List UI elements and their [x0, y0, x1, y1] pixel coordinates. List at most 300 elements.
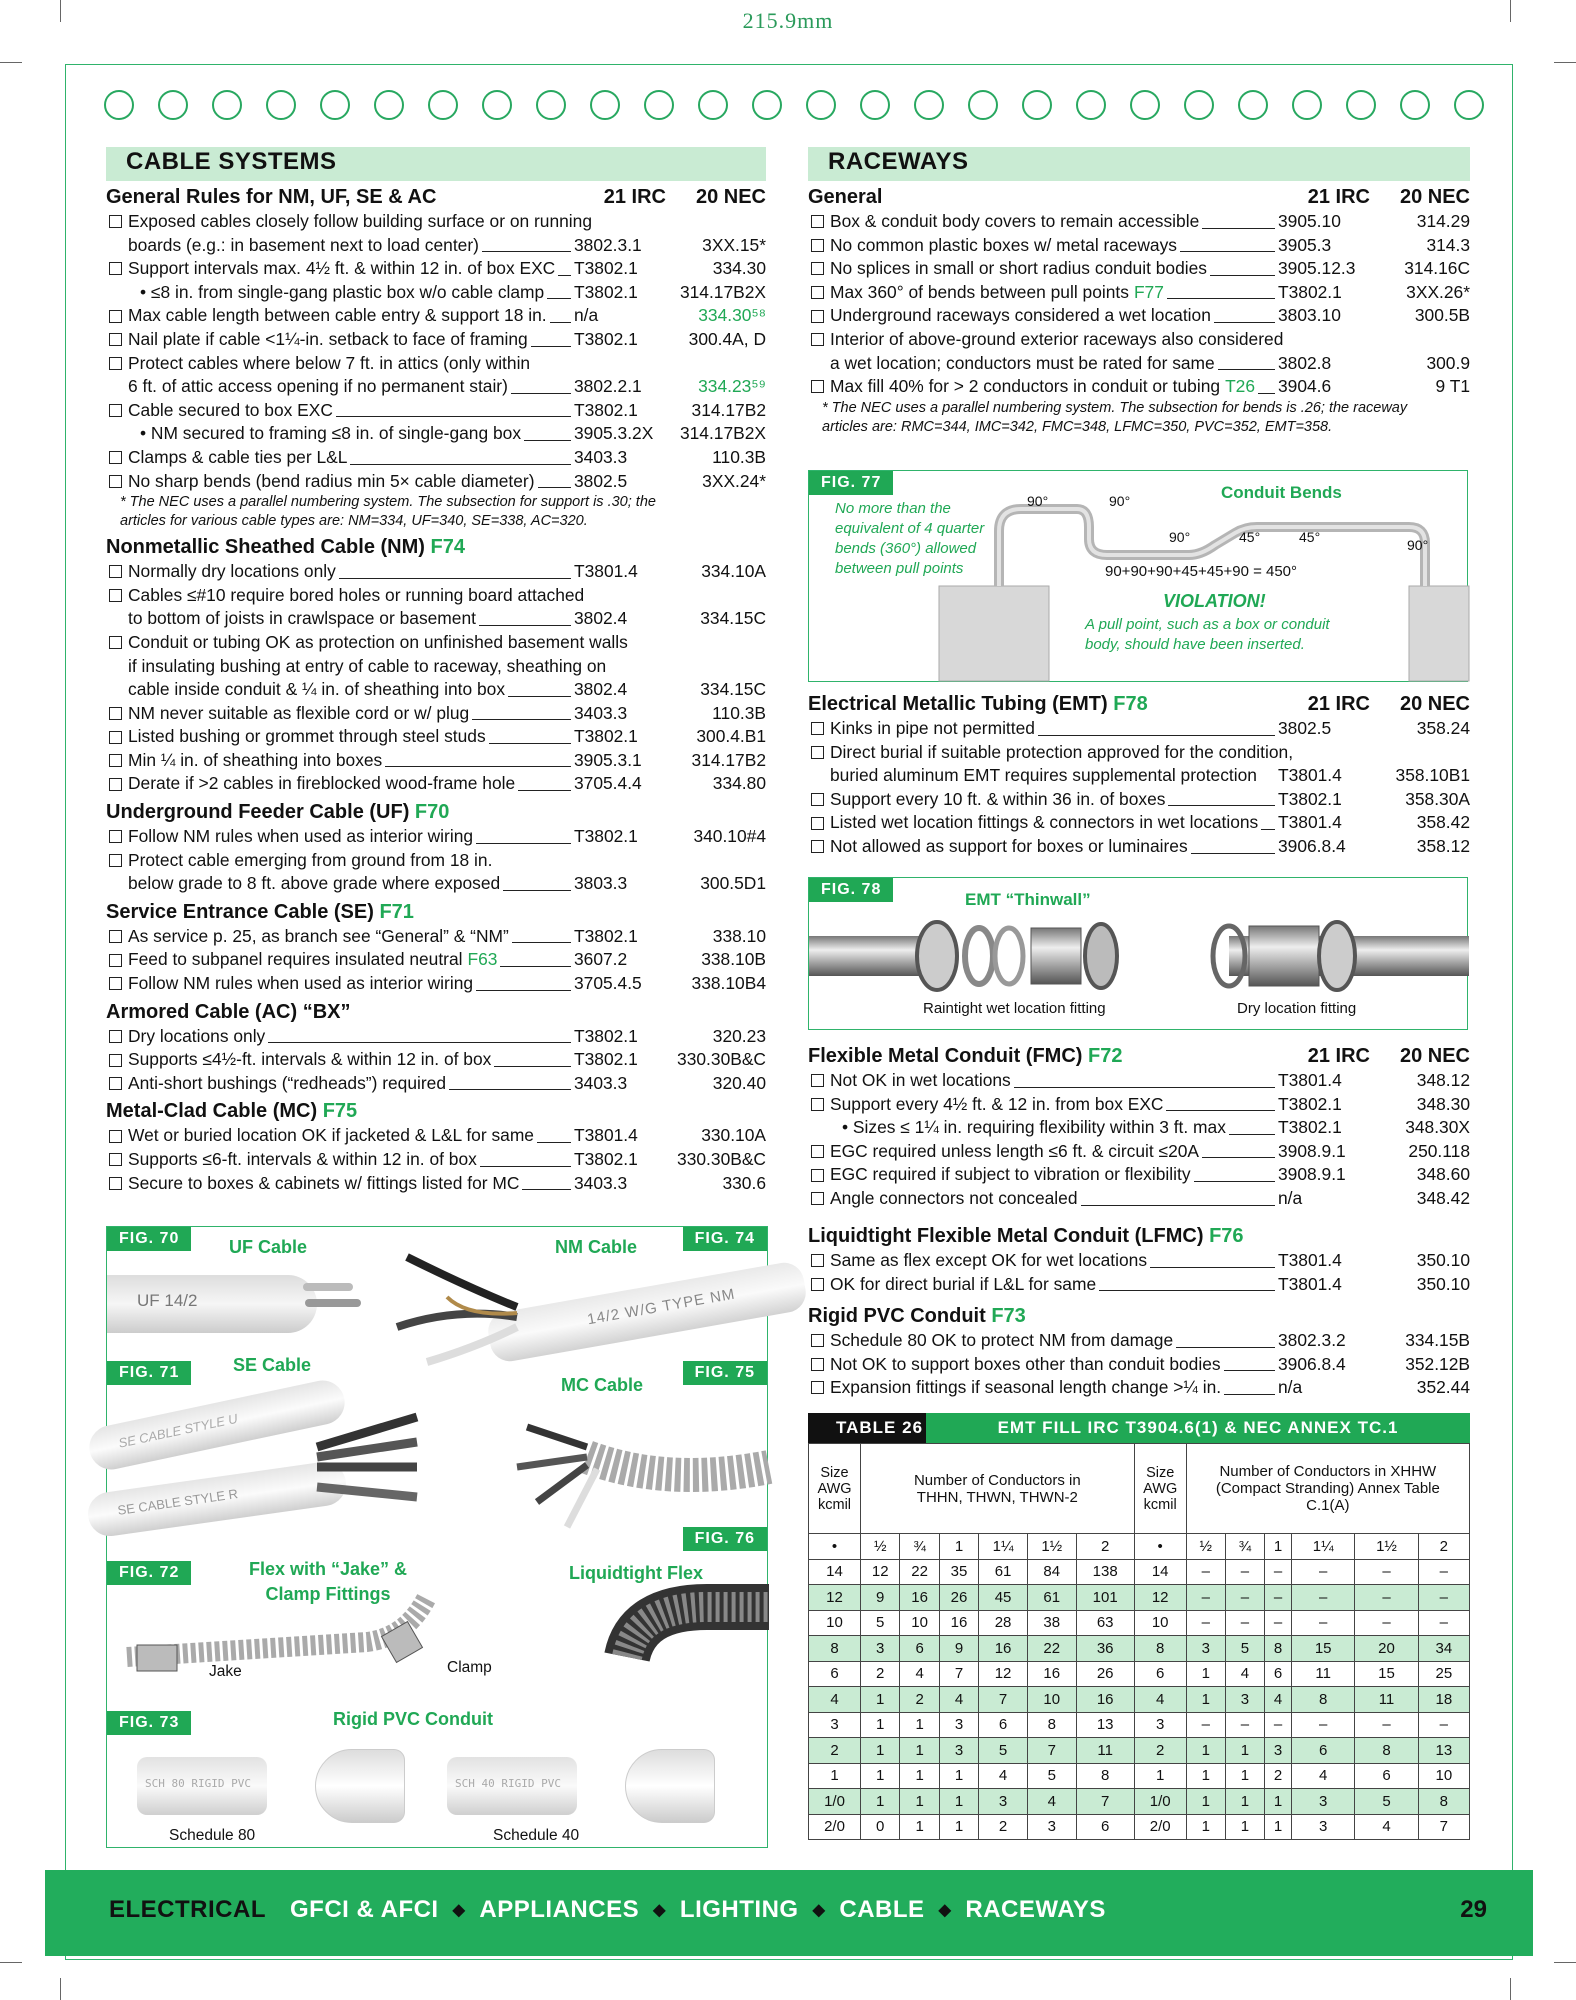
- binder-hole: [212, 90, 242, 120]
- subsection-title-text: Underground Feeder Cable (UF): [106, 801, 410, 824]
- uf-cable-image: [107, 1275, 317, 1333]
- table-cell: 8: [1134, 1636, 1186, 1662]
- rule-text: Min ¼ in. of sheathing into boxes: [128, 749, 383, 770]
- rule-text: Listed wet location fittings & connectors in wet locations: [830, 812, 1259, 833]
- binder-hole: [1292, 90, 1322, 120]
- table-cell: 1: [939, 1789, 978, 1815]
- checklist-row: [808, 1249, 1470, 1273]
- checkbox[interactable]: [106, 257, 128, 281]
- checklist-row: [106, 925, 766, 949]
- subsection-title: [106, 535, 766, 560]
- rule-text: Cable secured to box EXC: [128, 399, 333, 420]
- indent: [808, 1116, 830, 1140]
- table-row: [809, 1712, 1470, 1738]
- nec-ref: 330.30B&C: [677, 1049, 766, 1070]
- table-cell: 15: [1355, 1661, 1418, 1687]
- rule-text-cell: [128, 1048, 574, 1072]
- nec-column-header: 20 NEC: [1399, 186, 1470, 208]
- nec-ref: 348.12: [1416, 1070, 1470, 1090]
- fig77-title: Conduit Bends: [1221, 483, 1342, 502]
- nec-ref: 334.23⁵⁹: [698, 376, 766, 397]
- table-cell: 5: [1027, 1763, 1076, 1789]
- table-cell: 4: [809, 1687, 861, 1713]
- binder-hole: [374, 90, 404, 120]
- footnote: * The NEC uses a parallel numbering system. The subsection for support is .30; the: [120, 494, 656, 511]
- leader-line: [268, 1025, 571, 1044]
- rule-text-cell: [830, 328, 1283, 352]
- irc-ref: T3802.1: [574, 726, 638, 747]
- indent: [106, 872, 128, 896]
- irc-ref: 3905.3.1: [574, 749, 642, 770]
- table-cell: 14: [1134, 1559, 1186, 1585]
- rule-text: Normally dry locations only: [128, 561, 336, 582]
- rule-text-cell: [830, 1187, 1278, 1211]
- raceways-general: [808, 185, 1470, 437]
- irc-ref: 3803.3: [574, 873, 628, 894]
- table-cell: 1: [1225, 1789, 1264, 1815]
- rule-text: Anti-short bushings (“redheads”) required: [128, 1072, 447, 1093]
- checklist-row: [106, 584, 766, 608]
- page-number: 29: [1460, 1896, 1487, 1923]
- checklist-row: [106, 304, 766, 328]
- checkbox[interactable]: [808, 210, 830, 234]
- irc-ref: 3403.3: [574, 446, 628, 467]
- rule-text: No common plastic boxes w/ metal raceways: [830, 234, 1177, 255]
- checkbox[interactable]: [808, 1093, 830, 1117]
- table-cell: –: [1418, 1610, 1469, 1636]
- rule-text-cell: [128, 772, 574, 796]
- binder-hole: [104, 90, 134, 120]
- checkbox[interactable]: [106, 1048, 128, 1072]
- checkbox[interactable]: [808, 281, 830, 305]
- binder-hole: [914, 90, 944, 120]
- nec-ref: 330.30B&C: [677, 1149, 766, 1169]
- table-cell: 1: [861, 1687, 900, 1713]
- checklist-row: [808, 1093, 1470, 1117]
- table-cell: 3: [1225, 1687, 1264, 1713]
- checklist-row: [106, 725, 766, 749]
- checkbox[interactable]: [808, 1163, 830, 1187]
- size-header: Size AWG kcmil: [809, 1444, 861, 1534]
- leader-line: [511, 375, 571, 394]
- subsection-title: [808, 185, 1260, 210]
- table-cell: 1/0: [1134, 1789, 1186, 1815]
- checklist-row: [808, 741, 1470, 765]
- leader-line: [1167, 281, 1275, 300]
- table-cell: –: [1292, 1559, 1355, 1585]
- checkbox[interactable]: [106, 1172, 128, 1196]
- checkbox[interactable]: [808, 788, 830, 812]
- subsection-title: [106, 1000, 766, 1025]
- table-cell: 1: [861, 1789, 900, 1815]
- rule-text: Not OK to support boxes other than conduit bodies: [830, 1353, 1221, 1374]
- checklist-row: [808, 788, 1470, 812]
- rule-text-cell: [128, 234, 574, 258]
- checklist-row: [106, 352, 766, 376]
- nec-ref: 314.16C: [1404, 258, 1470, 279]
- irc-ref: 3906.8.4: [1278, 835, 1346, 856]
- binder-hole: [752, 90, 782, 120]
- table-label: TABLE 26: [808, 1413, 926, 1443]
- indent: [106, 422, 128, 446]
- checkbox[interactable]: [808, 1273, 830, 1297]
- subsection-title-text: General Rules for NM, UF, SE & AC: [106, 186, 437, 208]
- checkbox[interactable]: [808, 1329, 830, 1353]
- checkbox[interactable]: [106, 352, 128, 376]
- table-cell: 20: [1355, 1636, 1418, 1662]
- table-cell: 2: [861, 1661, 900, 1687]
- table-cell: –: [1225, 1610, 1264, 1636]
- checkbox[interactable]: [106, 702, 128, 726]
- table-cell: 84: [1027, 1559, 1076, 1585]
- emt-fill-table: [808, 1443, 1470, 1840]
- checkbox[interactable]: [808, 1376, 830, 1400]
- rule-text-cell: [128, 257, 574, 281]
- trade-size-cell: 2: [1418, 1534, 1469, 1560]
- footer-nav-item[interactable]: LIGHTING: [679, 1896, 799, 1923]
- checklist-row: [106, 375, 766, 399]
- table-cell: 8: [1355, 1738, 1418, 1764]
- table-cell: 18: [1418, 1687, 1469, 1713]
- indent: [106, 655, 128, 679]
- table-cell: 6: [1134, 1661, 1186, 1687]
- table-cell: 36: [1076, 1636, 1134, 1662]
- trim-mark: [0, 62, 22, 63]
- table-cell: 11: [1076, 1738, 1134, 1764]
- table-cell: 16: [979, 1636, 1028, 1662]
- rule-text-cell: [128, 849, 574, 873]
- rule-text: Support every 10 ft. & within 36 in. of boxes: [830, 788, 1166, 809]
- irc-ref: [574, 352, 660, 376]
- angle-label: 90°: [1407, 537, 1429, 553]
- rule-text: a wet location; conductors must be rated for same: [830, 352, 1215, 373]
- table-cell: 1: [900, 1712, 939, 1738]
- checkbox[interactable]: [808, 1187, 830, 1211]
- rule-text-cell: [830, 1069, 1278, 1093]
- irc-ref: [592, 210, 678, 234]
- checkbox[interactable]: [106, 328, 128, 352]
- rule-text-cell: [830, 717, 1278, 741]
- leader-line: [522, 1172, 571, 1191]
- binder-hole: [158, 90, 188, 120]
- footer-nav-item[interactable]: CABLE: [839, 1896, 925, 1923]
- subsection-title: [808, 1304, 1470, 1329]
- checklist-row: [106, 872, 766, 896]
- nec-column-header: 20 NEC: [1399, 1045, 1470, 1067]
- irc-ref: [584, 584, 670, 608]
- checklist-row: [808, 835, 1470, 859]
- angle-label: 45°: [1239, 529, 1261, 545]
- leader-line: [1202, 210, 1275, 229]
- rule-text: EGC required unless length ≤6 ft. & circuit ≤20A: [830, 1140, 1200, 1161]
- irc-ref: 3802.3.2: [1278, 1330, 1346, 1350]
- checkbox[interactable]: [106, 972, 128, 996]
- table-cell: 12: [809, 1585, 861, 1611]
- irc-ref: 3908.9.1: [1278, 1164, 1346, 1185]
- checkbox[interactable]: [808, 1140, 830, 1164]
- checkbox[interactable]: [106, 749, 128, 773]
- irc-ref: T3802.1: [1278, 281, 1342, 302]
- checklist-row: [808, 352, 1470, 376]
- rule-text-cell: [128, 1172, 574, 1196]
- rule-text: EGC required if subject to vibration or flexibility: [830, 1164, 1191, 1185]
- leader-line: [547, 281, 571, 300]
- irc-ref: [628, 631, 714, 655]
- leader-line: [494, 1048, 571, 1067]
- table-cell: –: [1418, 1712, 1469, 1738]
- cable-subsection: [106, 900, 766, 996]
- rule-text-cell: [830, 764, 1278, 788]
- subsection-heading: [808, 185, 1470, 210]
- rule-text-cell: [830, 234, 1278, 258]
- fmc-section: [808, 1044, 1470, 1211]
- table-cell: 8: [1264, 1636, 1291, 1662]
- binder-holes: [104, 90, 1484, 120]
- irc-ref: T3802.1: [574, 258, 638, 279]
- irc-ref: [1283, 328, 1369, 352]
- checklist-row: [106, 631, 766, 655]
- leader-line: [480, 1148, 571, 1167]
- cable-subsection: [106, 1000, 766, 1096]
- checkbox[interactable]: [106, 1124, 128, 1148]
- cable-subsection: [106, 800, 766, 896]
- checkbox[interactable]: [808, 811, 830, 835]
- trim-mark: [1554, 62, 1576, 63]
- nec-ref: 110.3B: [712, 702, 766, 723]
- nec-ref: 3XX.26*: [1406, 281, 1470, 302]
- checklist-row: [106, 1048, 766, 1072]
- checkbox[interactable]: [106, 1072, 128, 1096]
- rule-text-cell: [128, 470, 574, 494]
- checkbox[interactable]: [106, 631, 128, 655]
- rule-text: buried aluminum EMT requires supplemental protection: [830, 765, 1257, 786]
- rule-text: Listed bushing or grommet through steel studs: [128, 726, 486, 747]
- table-cell: –: [1418, 1559, 1469, 1585]
- fig-label: FIG. 75: [683, 1361, 767, 1385]
- table-cell: 0: [861, 1814, 900, 1840]
- nec-ref: 352.44: [1416, 1377, 1470, 1398]
- rule-text-cell: [830, 1116, 1278, 1140]
- checkbox[interactable]: [106, 470, 128, 494]
- irc-ref: 3802.5: [574, 470, 628, 491]
- footer-nav-item[interactable]: GFCI & AFCI: [290, 1896, 439, 1923]
- table-cell: 13: [1076, 1712, 1134, 1738]
- rule-text: Underground raceways considered a wet location: [830, 305, 1211, 326]
- subsection-title: [808, 692, 1260, 717]
- binder-hole: [1130, 90, 1160, 120]
- thhn-header: Number of Conductors in THHN, THWN, THWN-2: [861, 1444, 1135, 1534]
- rule-text: Protect cables where below 7 ft. in attics (only within: [128, 352, 531, 373]
- indent: [808, 764, 830, 788]
- checklist-row: [106, 972, 766, 996]
- table-cell: –: [1264, 1610, 1291, 1636]
- checklist-row: [106, 607, 766, 631]
- rule-text-cell: [128, 352, 574, 376]
- fig77-note: No more than the equivalent of 4 quarter bends (360°) allowed between pull points: [835, 500, 985, 577]
- checkbox[interactable]: [808, 835, 830, 859]
- nec-ref: 3XX.24*: [702, 470, 766, 491]
- irc-column-header: 21 IRC: [603, 186, 666, 208]
- leader-line: [531, 328, 571, 347]
- binder-hole: [482, 90, 512, 120]
- checkbox[interactable]: [808, 328, 830, 352]
- checkbox[interactable]: [808, 717, 830, 741]
- figure-ref: F73: [991, 1305, 1026, 1327]
- diamond-separator: ◆: [938, 1902, 952, 1919]
- checklist-row: [808, 1163, 1470, 1187]
- table-row: [809, 1763, 1470, 1789]
- nec-ref: 334.30: [712, 258, 766, 279]
- leader-line: [1038, 717, 1275, 736]
- table-cell: 22: [1027, 1636, 1076, 1662]
- binder-hole: [968, 90, 998, 120]
- figure-ref: F78: [1113, 693, 1148, 715]
- irc-ref: n/a: [1278, 1377, 1303, 1398]
- table-cell: 2: [1264, 1763, 1291, 1789]
- rule-text-cell: [128, 655, 606, 679]
- rule-text-cell: [830, 811, 1278, 835]
- checkbox[interactable]: [808, 741, 830, 765]
- table-cell: –: [1225, 1585, 1264, 1611]
- rule-text-cell: [128, 304, 574, 328]
- fig-label: FIG. 78: [809, 878, 893, 902]
- irc-ref: T3802.1: [574, 281, 638, 302]
- fig-label: FIG. 76: [683, 1527, 767, 1551]
- checkbox[interactable]: [106, 1148, 128, 1172]
- checkbox[interactable]: [808, 304, 830, 328]
- table-cell: 1: [1186, 1738, 1225, 1764]
- leader-line: [1229, 1116, 1275, 1135]
- irc-ref: T3802.1: [1278, 1093, 1342, 1114]
- trade-size-cell: ½: [1186, 1534, 1225, 1560]
- table-cell: –: [1225, 1712, 1264, 1738]
- checklist-row: [808, 811, 1470, 835]
- checklist-row: [106, 702, 766, 726]
- table-cell: 6: [1355, 1763, 1418, 1789]
- table-cell: 2: [979, 1814, 1028, 1840]
- rule-text: Box & conduit body covers to remain accessible: [830, 211, 1200, 231]
- table-cell: 3: [1134, 1712, 1186, 1738]
- checkbox[interactable]: [106, 584, 128, 608]
- rule-text: Interior of above-ground exterior raceways also considered: [830, 328, 1284, 349]
- nec-ref: 348.42: [1416, 1187, 1470, 1208]
- checkbox[interactable]: [106, 399, 128, 423]
- angle-label: 90°: [1027, 493, 1049, 509]
- table-cell: 1: [1186, 1789, 1225, 1815]
- checkbox[interactable]: [106, 825, 128, 849]
- checkbox[interactable]: [106, 446, 128, 470]
- irc-ref: T3801.4: [574, 1125, 638, 1146]
- table-cell: 8: [1076, 1763, 1134, 1789]
- uf-cable-print: UF 14/2: [137, 1291, 198, 1310]
- nec-ref: 3XX.15*: [702, 234, 766, 255]
- table-cell: –: [1418, 1585, 1469, 1611]
- nec-ref: 348.30: [1416, 1093, 1470, 1114]
- table-cell: 8: [1027, 1712, 1076, 1738]
- trade-size-cell: 1½: [1355, 1534, 1418, 1560]
- fig77-conduit-bends: [808, 470, 1468, 682]
- diamond-separator: ◆: [452, 1902, 466, 1919]
- nec-ref: 338.10B: [701, 949, 766, 970]
- checklist-row: [808, 764, 1470, 788]
- table-cell: –: [1292, 1712, 1355, 1738]
- trade-size-cell: ¾: [900, 1534, 939, 1560]
- fig73-caption-sch40: Schedule 40: [493, 1827, 580, 1844]
- binder-hole: [1238, 90, 1268, 120]
- pvc-section: [808, 1304, 1470, 1400]
- checkbox[interactable]: [808, 1069, 830, 1093]
- nm-cable-print: 14/2 W/G TYPE NM: [586, 1285, 737, 1329]
- checkbox[interactable]: [808, 1353, 830, 1377]
- checkbox[interactable]: [106, 1025, 128, 1049]
- checkbox[interactable]: [808, 1249, 830, 1273]
- rule-text-cell: [128, 375, 574, 399]
- rule-text-cell: [128, 1148, 574, 1172]
- irc-ref: T3802.1: [1278, 788, 1342, 809]
- rule-text: Support intervals max. 4½ ft. & within 12 in. of box EXC: [128, 258, 556, 279]
- checkbox[interactable]: [106, 948, 128, 972]
- checkbox[interactable]: [106, 560, 128, 584]
- table-cell: 34: [1418, 1636, 1469, 1662]
- table-row: [809, 1661, 1470, 1687]
- sch40-print: SCH 40 RIGID PVC: [455, 1777, 561, 1790]
- nec-ref: 350.10: [1416, 1273, 1470, 1294]
- irc-ref: T3802.1: [574, 1049, 638, 1070]
- irc-ref: T3801.4: [1278, 1250, 1342, 1270]
- checkbox[interactable]: [106, 304, 128, 328]
- trade-size-cell: 1: [939, 1534, 978, 1560]
- irc-column-header: 21 IRC: [1307, 186, 1370, 208]
- checkbox[interactable]: [808, 257, 830, 281]
- checkbox[interactable]: [808, 375, 830, 399]
- checkbox[interactable]: [106, 772, 128, 796]
- checklist-row: [106, 948, 766, 972]
- footer-nav-item[interactable]: APPLIANCES: [479, 1896, 640, 1923]
- table-cell: 3: [939, 1712, 978, 1738]
- table-cell: 6: [1292, 1738, 1355, 1764]
- checkbox[interactable]: [808, 234, 830, 258]
- rule-text-cell: [128, 607, 574, 631]
- rule-text: No sharp bends (bend radius min 5× cable diameter): [128, 470, 535, 491]
- checkbox[interactable]: [106, 210, 128, 234]
- rule-text: Kinks in pipe not permitted: [830, 718, 1035, 738]
- footer-nav-item[interactable]: RACEWAYS: [965, 1896, 1106, 1923]
- footer-nav-item[interactable]: ELECTRICAL: [109, 1896, 266, 1923]
- nec-ref: 358.42: [1416, 812, 1470, 833]
- violation-label: VIOLATION!: [1163, 591, 1266, 611]
- rule-text: Max fill 40% for > 2 conductors in conduit or tubing: [830, 376, 1221, 397]
- rule-text: Clamps & cable ties per L&L: [128, 446, 348, 467]
- table-cell: 38: [1027, 1610, 1076, 1636]
- fig78-caption-dry: Dry location fitting: [1237, 1000, 1357, 1017]
- rule-text-cell: [128, 281, 574, 305]
- table-cell: 4: [1027, 1789, 1076, 1815]
- checkbox[interactable]: [106, 849, 128, 873]
- footer-nav: [109, 1896, 1106, 1924]
- checklist-row: [808, 1329, 1470, 1353]
- checkbox[interactable]: [106, 725, 128, 749]
- figure-ref: F75: [322, 1100, 358, 1123]
- checkbox[interactable]: [106, 925, 128, 949]
- rule-text: Cables ≤#10 require bored holes or running board attached: [128, 584, 585, 605]
- footer-band: [45, 1870, 1533, 1956]
- nec-ref: 314.17B2X: [679, 281, 766, 302]
- rule-text-cell: [128, 560, 574, 584]
- table-title: EMT FILL IRC T3904.6(1) & NEC ANNEX TC.1: [926, 1413, 1470, 1443]
- checklist-row: [106, 210, 766, 234]
- table-cell: 2: [900, 1687, 939, 1713]
- figure-ref: F77: [1133, 281, 1164, 302]
